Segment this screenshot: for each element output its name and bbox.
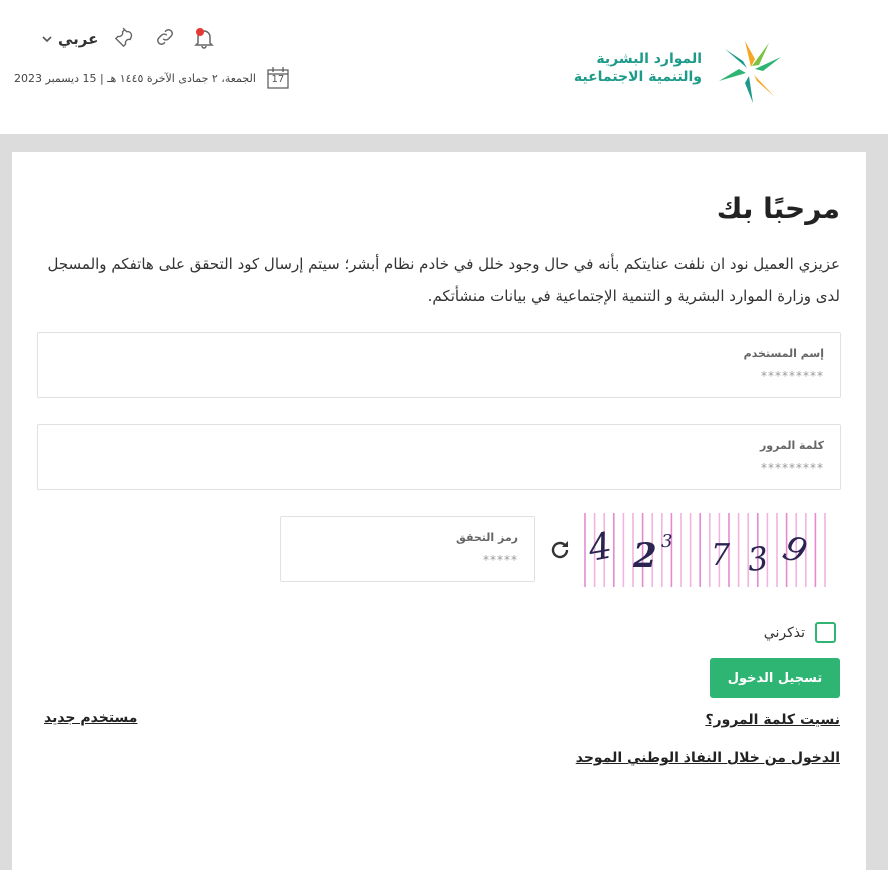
forgot-password-link[interactable]: نسيت كلمة المرور؟ bbox=[705, 712, 840, 728]
refresh-captcha-icon[interactable] bbox=[548, 538, 572, 562]
captcha-char: 4 bbox=[585, 525, 616, 570]
captcha-input[interactable] bbox=[398, 553, 518, 567]
logo-line-1: الموارد البشرية bbox=[596, 51, 702, 67]
captcha-char: 9 bbox=[777, 527, 812, 573]
calendar-day-number: 17 bbox=[271, 74, 285, 85]
nafath-login-link[interactable]: الدخول من خلال النفاذ الوطني الموحد bbox=[575, 750, 840, 766]
link-icon[interactable] bbox=[154, 26, 178, 50]
page-title: مرحبًا بك bbox=[716, 192, 840, 225]
logo-line-2: والتنمية الاجتماعية bbox=[573, 69, 702, 85]
captcha-char: 3 bbox=[745, 539, 771, 579]
remember-me[interactable] bbox=[764, 622, 836, 643]
login-card bbox=[12, 152, 866, 870]
captcha-image bbox=[581, 513, 837, 587]
language-switcher[interactable] bbox=[42, 24, 98, 54]
captcha-label: رمز التحقق bbox=[456, 531, 518, 544]
calendar-icon bbox=[266, 66, 290, 90]
ministry-logo[interactable] bbox=[573, 36, 792, 106]
password-input[interactable] bbox=[624, 461, 824, 475]
password-field[interactable] bbox=[37, 424, 841, 490]
password-label: كلمة المرور bbox=[759, 439, 824, 452]
remember-checkbox[interactable] bbox=[815, 622, 836, 643]
remember-label: تذكرني bbox=[763, 624, 805, 641]
captcha-char: 7 bbox=[711, 538, 731, 573]
login-button[interactable]: تسجيل الدخول bbox=[710, 658, 840, 698]
ministry-logo-text bbox=[574, 50, 702, 86]
username-label: إسم المستخدم bbox=[743, 347, 824, 360]
date-text: الجمعة، ٢ جمادى الآخرة ١٤٤٥ هـ | 15 ديسمبر 2023 bbox=[14, 71, 256, 85]
language-label[interactable]: عربي bbox=[58, 30, 99, 48]
captcha-field[interactable] bbox=[280, 516, 535, 582]
wrench-icon[interactable] bbox=[114, 26, 138, 50]
bell-icon[interactable] bbox=[192, 26, 216, 50]
date-bar bbox=[14, 66, 290, 90]
captcha-char: 3 bbox=[661, 531, 673, 552]
new-user-link[interactable]: مستخدم جديد bbox=[44, 710, 138, 726]
ministry-logo-mark bbox=[710, 36, 792, 106]
site-header bbox=[0, 0, 888, 134]
captcha-char: 2 bbox=[633, 536, 657, 576]
username-input[interactable] bbox=[624, 369, 824, 383]
chevron-down-icon[interactable] bbox=[42, 32, 52, 46]
username-field[interactable] bbox=[37, 332, 841, 398]
notice-paragraph: عزيزي العميل نود ان نلفت عنايتكم بأنه في حال وجود خلل في خادم نظام أبشر؛ سيتم إرسال كود التحقق على هاتفكم والمسجل لدى وزارة الموارد البشرية و التنمية الإجتماعية في بيانات منشأتكم. bbox=[47, 255, 840, 305]
